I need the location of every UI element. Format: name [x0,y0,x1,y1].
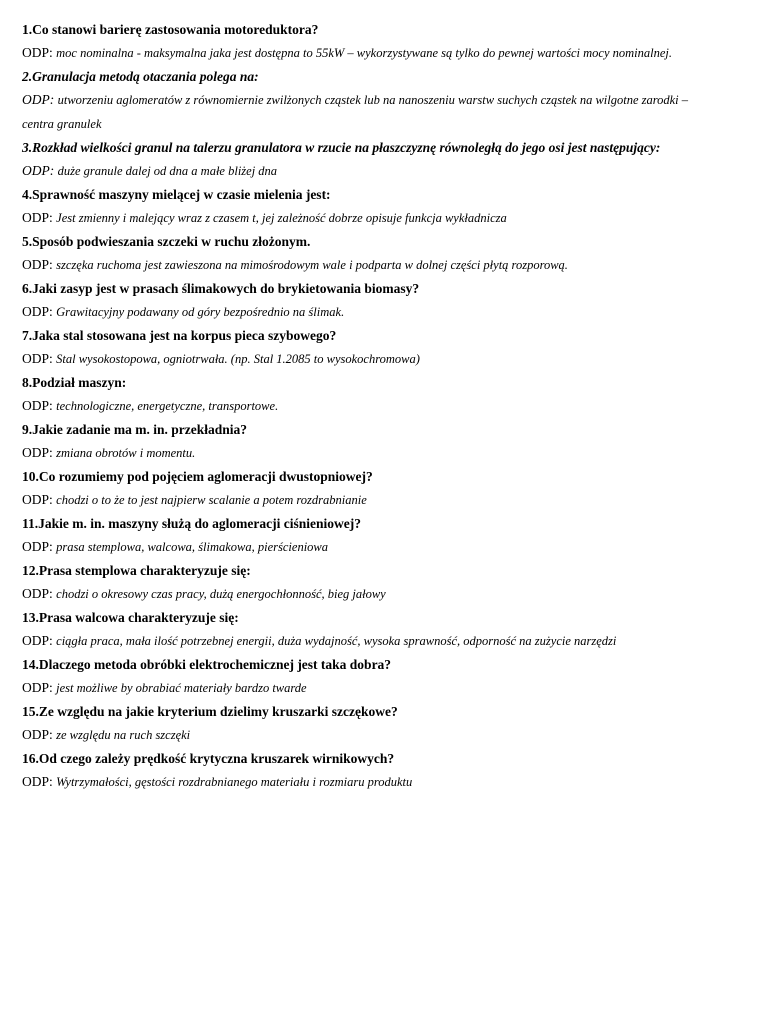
answer-label: ODP: [22,210,53,225]
qa-item-1 [22,18,750,65]
question-12: 12.Prasa stemplowa charakteryzuje się: [22,563,251,578]
answer-text: prasa stemplowa, walcowa, ślimakowa, pierścieniowa [56,540,329,554]
question-7: 7.Jaka stal stosowana jest na korpus pieca szybowego? [22,328,337,343]
qa-item-8 [22,371,750,418]
answer-text: Jest zmienny i malejący wraz z czasem t, jej zależność dobrze opisuje funkcja wykładnicza [56,211,507,225]
answer-text: Grawitacyjny podawany od góry bezpośrednio na ślimak. [56,305,345,319]
answer-label: ODP: [22,586,53,601]
question-10: 10.Co rozumiemy pod pojęciem aglomeracji dwustopniowej? [22,469,373,484]
answer-label: ODP: [22,257,53,272]
answer-text: jest możliwe by obrabiać materiały bardzo twarde [56,681,307,695]
answer-text: zmiana obrotów i momentu. [56,446,196,460]
answer-1 [22,41,722,65]
answer-14 [22,676,750,700]
answer-text: ze względu na ruch szczęki [56,728,191,742]
answer-8 [22,394,750,418]
question-13: 13.Prasa walcowa charakteryzuje się: [22,610,239,625]
answer-5 [22,253,750,277]
qa-item-3 [22,136,750,183]
answer-text: chodzi o to że to jest najpierw scalanie a potem rozdrabnianie [56,493,367,507]
answer-text: technologiczne, energetyczne, transportowe. [56,399,279,413]
question-11: 11.Jakie m. in. maszyny służą do aglomeracji ciśnieniowej? [22,516,361,531]
answer-text: duże granule dalej od dna a małe bliżej dna [57,164,278,178]
qa-item-7 [22,324,750,371]
qa-item-12 [22,559,750,606]
question-15: 15.Ze względu na jakie kryterium dzielimy kruszarki szczękowe? [22,704,398,719]
qa-item-10 [22,465,750,512]
question-5: 5.Sposób podwieszania szczeki w ruchu złożonym. [22,234,311,249]
answer-12 [22,582,750,606]
question-9: 9.Jakie zadanie ma m. in. przekładnia? [22,422,248,437]
answer-text: Stal wysokostopowa, ogniotrwała. (np. Stal 1.2085 to wysokochromowa) [56,352,420,366]
question-6: 6.Jaki zasyp jest w prasach ślimakowych do brykietowania biomasy? [22,281,420,296]
qa-item-2 [22,65,750,136]
qa-item-16 [22,747,750,794]
answer-7 [22,347,750,371]
qa-item-15 [22,700,750,747]
answer-16 [22,770,750,794]
answer-text: moc nominalna - maksymalna jaka jest dostępna to 55kW – wykorzystywane są tylko do pewnej wartości mocy nominalnej. [56,46,673,60]
question-4: 4.Sprawność maszyny mielącej w czasie mielenia jest: [22,187,331,202]
answer-2 [22,88,722,136]
answer-10 [22,488,750,512]
qa-item-9 [22,418,750,465]
qa-item-13 [22,606,750,653]
answer-label: ODP: [22,727,53,742]
answer-label: ODP: [22,45,53,60]
answer-15 [22,723,750,747]
answer-text: Wytrzymałości, gęstości rozdrabnianego materiału i rozmiaru produktu [56,775,413,789]
document-page [22,18,750,794]
answer-text: chodzi o okresowy czas pracy, dużą energochłonność, bieg jałowy [56,587,386,601]
answer-label: ODP: [22,351,53,366]
qa-item-6 [22,277,750,324]
question-2: 2.Granulacja metodą otaczania polega na: [22,69,259,84]
answer-label: ODP: [22,539,53,554]
answer-label: ODP: [22,492,53,507]
question-1: 1.Co stanowi barierę zastosowania motoreduktora? [22,22,319,37]
answer-label: ODP: [22,304,53,319]
answer-11 [22,535,750,559]
answer-label: ODP: [22,445,53,460]
answer-label: ODP: [22,774,53,789]
answer-text: utworzeniu aglomeratów z równomiernie zwilżonych cząstek lub na nanoszeniu warstw suchych cząstek na wilgotne zarodki – centra granulek [22,93,689,131]
answer-label: ODP: [22,163,55,178]
answer-6 [22,300,750,324]
qa-item-14 [22,653,750,700]
answer-label: ODP: [22,92,55,107]
answer-13 [22,629,750,653]
answer-9 [22,441,750,465]
question-3: 3.Rozkład wielkości granul na talerzu granulatora w rzucie na płaszczyznę równoległą do jego osi jest następujący: [22,140,661,155]
question-16: 16.Od czego zależy prędkość krytyczna kruszarek wirnikowych? [22,751,395,766]
qa-item-11 [22,512,750,559]
qa-item-5 [22,230,750,277]
answer-4 [22,206,750,230]
answer-3 [22,159,750,183]
qa-item-4 [22,183,750,230]
question-14: 14.Dlaczego metoda obróbki elektrochemicznej jest taka dobra? [22,657,392,672]
question-8: 8.Podział maszyn: [22,375,127,390]
answer-label: ODP: [22,398,53,413]
answer-text: szczęka ruchoma jest zawieszona na mimośrodowym wale i podparta w dolnej części płytą rozporową. [56,258,568,272]
answer-label: ODP: [22,633,53,648]
answer-text: ciągła praca, mała ilość potrzebnej energii, duża wydajność, wysoka sprawność, odporność na zużycie narzędzi [56,634,617,648]
answer-label: ODP: [22,680,53,695]
